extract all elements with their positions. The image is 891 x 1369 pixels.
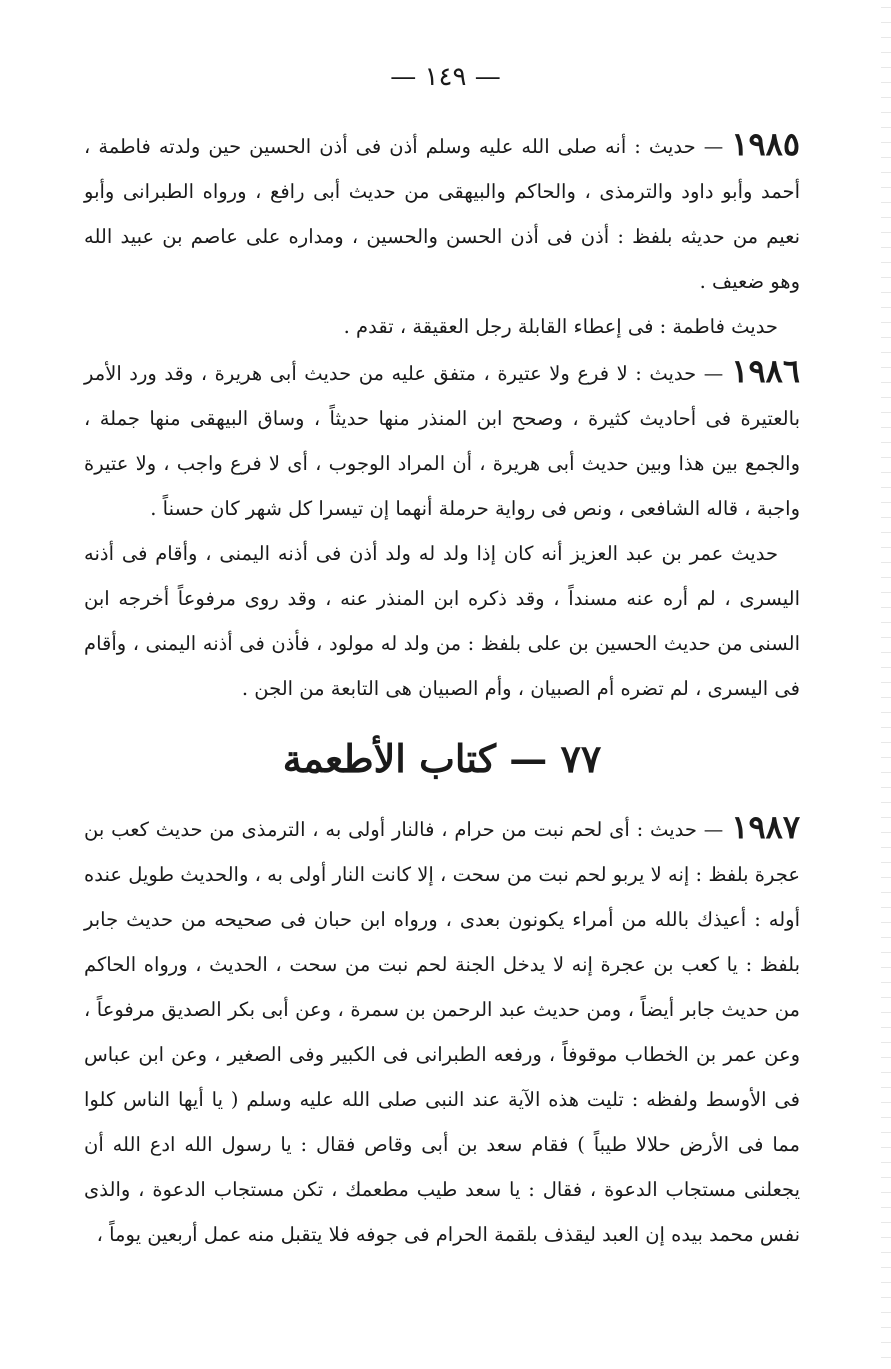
entry-text: حديث فاطمة : فى إعطاء القابلة رجل العقيقة ، تقدم . [343, 315, 778, 338]
chapter-title: ٧٧ — كتاب الأطعمة [282, 736, 602, 781]
hadith-entry-1985 [84, 122, 800, 304]
page-number: — ١٤٩ — [390, 62, 501, 92]
entry-text: حديث عمر بن عبد العزيز أنه كان إذا ولد له ولد أذن فى أذنه اليمنى ، وأقام فى أذنه اليسرى ، لم أره عنه مسنداً ، وقد ذكره ابن المنذر عنه ، وقد روى مرفوعاً أخرجه ابن السنى من حديث الحسين بن على بلفظ : من ولد له مولود ، فأذن فى أذنه اليمنى ، وأقام فى اليسرى ، لم تضره أم الصبيان ، وأم الصبيان هى التابعة من الجن . [84, 542, 800, 700]
entry-number: ١٩٨٦ [731, 352, 800, 390]
entry-text: — حديث : أنه صلى الله عليه وسلم أذن فى أذن الحسين حين ولدته فاطمة ، أحمد وأبو داود والترمذى ، والحاكم والبيهقى من حديث أبى رافع ، ورواه الطبرانى وأبو نعيم من حديثه بلفظ : أذن فى أذن الحسن والحسين ، ومداره على عاصم بن عبيد الله وهو ضعيف . [84, 135, 800, 293]
entry-number: ١٩٨٥ [731, 125, 800, 163]
hadith-entry-1987 [84, 805, 800, 1257]
entry-number: ١٩٨٧ [731, 808, 800, 846]
entry-text: — حديث : لا فرع ولا عتيرة ، متفق عليه من حديث أبى هريرة ، وقد ورد الأمر بالعتيرة فى أحاديث كثيرة ، وصحح ابن المنذر منها حديثاً ، وساق البيهقى منها جملة ، والجمع بين هذا وبين حديث أبى هريرة ، أن المراد الوجوب ، أى لا فرع واجب ، ولا عتيرة واجبة ، قاله الشافعى ، ونص فى رواية حرملة أنهما إن تيسرا كل شهر كان حسناً . [84, 362, 800, 520]
page-edge-texture [881, 0, 891, 1369]
hadith-entry-1986 [84, 349, 800, 531]
entry-text: — حديث : أى لحم نبت من حرام ، فالنار أولى به ، الترمذى من حديث كعب بن عجرة بلفظ : إنه لا يربو لحم نبت من سحت ، إلا كانت النار أولى به ، والحديث طويل عنده أوله : أعيذك بالله من أمراء يكونون بعدى ، ورواه ابن حبان فى صحيحه من حديث جابر بلفظ : يا كعب بن عجرة إنه لا يدخل الجنة لحم نبت من سحت ، الحديث ، ورواه الحاكم من حديث جابر أيضاً ، ومن حديث عبد الرحمن بن سمرة ، وعن أبى بكر الصديق مرفوعاً ، وعن عمر بن الخطاب موقوفاً ، ورفعه الطبرانى فى الكبير وفى الصغير ، وعن ابن عباس فى الأوسط ولفظه : تليت هذه الآية عند النبى صلى الله عليه وسلم ( يا أيها الناس كلوا مما فى الأرض حلالا طيباً ) فقام سعد بن أبى وقاص فقال : يا رسول الله ادع الله أن يجعلنى مستجاب الدعوة ، فقال : يا سعد طيب مطعمك ، تكن مستجاب الدعوة ، والذى نفس محمد بيده إن العبد ليقذف بلقمة الحرام فى جوفه فلا يتقبل منه عمل أربعين يوماً ، [84, 818, 800, 1246]
page-body [84, 122, 800, 1257]
hadith-note-fatima [84, 304, 800, 349]
hadith-note-umar [84, 531, 800, 711]
